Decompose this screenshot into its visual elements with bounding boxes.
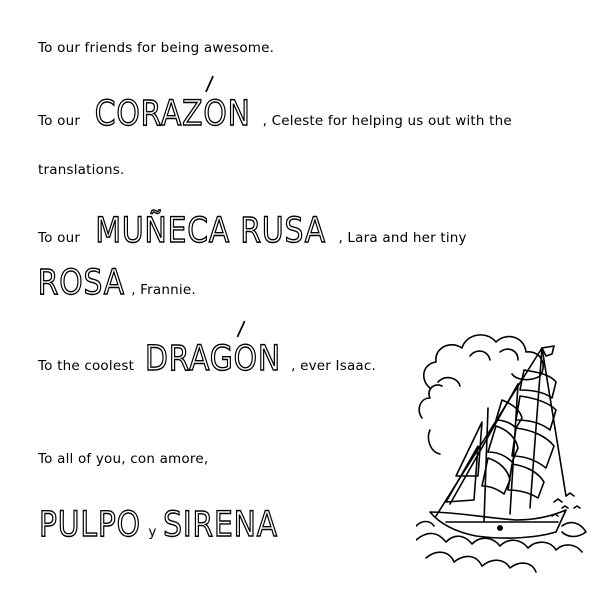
cloud-shape: [470, 351, 490, 360]
muneca-prefix: To our: [38, 230, 81, 246]
ship-rigging: [436, 348, 542, 516]
ship-rigging: [542, 348, 566, 496]
wave-shape: [562, 523, 586, 537]
dragon-prefix: To the coolest: [38, 358, 135, 374]
dedication-line-rosa: [36, 263, 196, 303]
dedication-line-friends: [38, 40, 274, 56]
rosa-word: ROSA: [37, 263, 125, 303]
wave-shape: [416, 522, 434, 527]
cloud-shape: [500, 349, 518, 360]
sirena-outline-word: [163, 505, 279, 545]
dedication-line-dragon: [38, 339, 377, 379]
muneca-suffix: , Lara and her tiny: [338, 230, 467, 246]
translations-text: translations.: [38, 162, 125, 178]
dragon-word: DRAGON: [144, 339, 281, 379]
signature-connector: y: [148, 524, 157, 540]
sirena-word: SIRENA: [163, 505, 279, 545]
sailing-ship-illustration: [416, 326, 592, 578]
ship-hull: [430, 510, 566, 538]
dedication-line-all: [38, 451, 208, 467]
ship-porthole: [498, 526, 502, 530]
muneca-word: MUÑECA RUSA: [94, 211, 326, 251]
wave-shape: [416, 533, 582, 552]
corazon-suffix: , Celeste for helping us out with the: [262, 113, 512, 129]
cloud-shape: [419, 385, 442, 418]
cloud-shape: [438, 378, 460, 386]
dedication-line-corazon: [38, 94, 512, 134]
pulpo-word: PULPO: [38, 505, 141, 545]
bird-shape: [554, 499, 562, 502]
dedication-line-muneca: [38, 211, 467, 251]
dragon-suffix: , ever Isaac.: [291, 358, 377, 374]
friends-text: To our friends for being awesome.: [38, 40, 275, 56]
corazon-accent-mark: [205, 76, 214, 93]
bird-shape: [562, 506, 568, 508]
rosa-suffix: , Frannie.: [131, 282, 196, 298]
corazon-word: CORAZON: [94, 94, 251, 134]
rosa-outline-word: [37, 263, 125, 303]
pulpo-outline-word: [38, 505, 141, 545]
dragon-outline-word: [144, 339, 281, 379]
all-of-you-text: To all of you, con amore,: [38, 451, 209, 467]
cloud-shape: [428, 430, 440, 454]
bird-shape: [566, 493, 574, 496]
corazon-outline-word: [94, 94, 251, 134]
dedication-line-translations: [38, 162, 125, 178]
bird-shape: [574, 506, 580, 508]
wave-shape: [426, 552, 536, 572]
muneca-outline-word: [94, 211, 326, 251]
dragon-accent-mark: [236, 321, 245, 338]
signature-line: [36, 505, 288, 545]
corazon-prefix: To our: [38, 113, 81, 129]
